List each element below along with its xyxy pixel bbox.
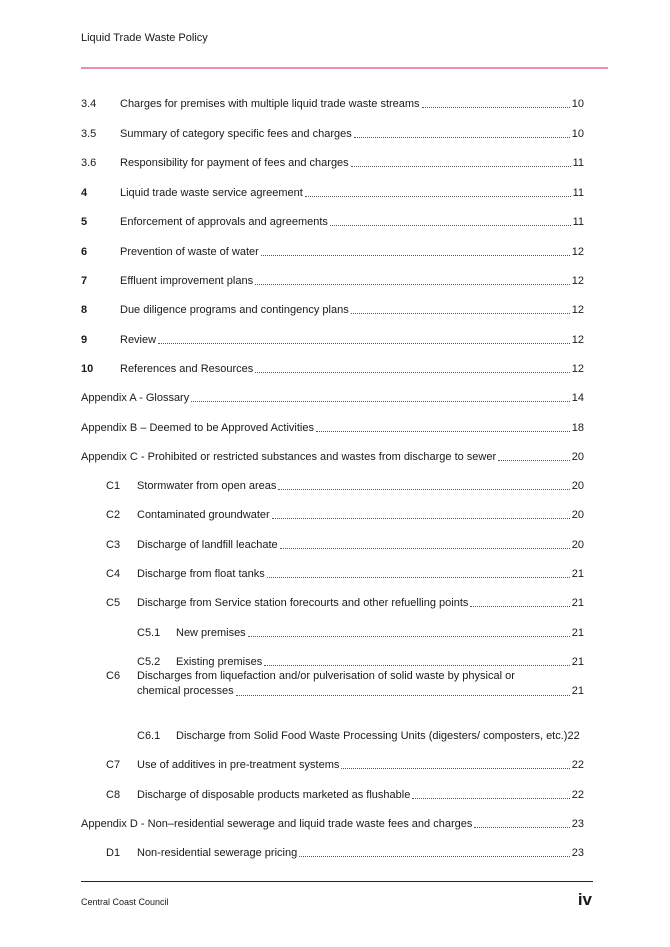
toc-entry[interactable] <box>81 362 584 376</box>
toc-entry[interactable] <box>137 626 584 640</box>
toc-entry[interactable] <box>81 215 584 229</box>
toc-entry-page: 12 <box>571 334 584 346</box>
toc-entry-number: C5.2 <box>137 656 161 668</box>
toc-entry-label: Discharge of disposable products marketed as flushable <box>137 789 411 801</box>
toc-entry-number: C5 <box>106 597 121 609</box>
toc-entry-label: Prevention of waste of water <box>120 246 259 258</box>
toc-entry-label: Liquid trade waste service agreement <box>120 187 303 199</box>
toc-dot-leader <box>474 827 569 828</box>
toc-entry-number: 4 <box>81 187 88 199</box>
toc-entry-number: C3 <box>106 539 121 551</box>
toc-entry[interactable] <box>106 596 584 610</box>
toc-entry-page: 22 <box>571 789 584 801</box>
toc-entry-page: 10 <box>571 98 584 110</box>
toc-entry-number: 8 <box>81 304 88 316</box>
toc-entry-page: 23 <box>571 847 584 859</box>
toc-dot-leader <box>236 695 570 696</box>
page-header-title: Liquid Trade Waste Policy <box>81 32 208 44</box>
toc-entry-label: Effluent improvement plans <box>120 275 254 287</box>
toc-dot-leader <box>354 137 570 138</box>
toc-entry-page: 22 <box>571 759 584 771</box>
toc-dot-leader <box>158 343 570 344</box>
toc-entry[interactable] <box>81 391 584 405</box>
toc-dot-leader <box>191 401 570 402</box>
toc-entry-label: Non-residential sewerage pricing <box>137 847 298 859</box>
toc-dot-leader <box>255 372 569 373</box>
footer-rule <box>81 881 593 882</box>
toc-dot-leader <box>299 856 570 857</box>
toc-entry-page: 20 <box>571 480 584 492</box>
toc-entry-label: Charges for premises with multiple liquid trade waste streams <box>120 98 420 110</box>
toc-entry-label: Discharge from Solid Food Waste Processing Units (digesters/ composters, etc.) <box>176 730 568 742</box>
toc-entry[interactable] <box>106 479 584 493</box>
toc-entry-label: Contaminated groundwater <box>137 509 270 521</box>
footer-page-number: iv <box>577 890 592 909</box>
toc-dot-leader <box>351 166 571 167</box>
toc-entry-page: 21 <box>571 568 584 580</box>
toc-dot-leader <box>330 225 571 226</box>
toc-entry-number: C7 <box>106 759 121 771</box>
toc-dot-leader <box>261 255 570 256</box>
toc-entry-label: Enforcement of approvals and agreements <box>120 216 328 228</box>
toc-entry-number: C1 <box>106 480 121 492</box>
toc-entry[interactable] <box>81 97 584 111</box>
toc-entry-label: Use of additives in pre-treatment systems <box>137 759 340 771</box>
toc-entry-label: Discharge from Service station forecourts and other refuelling points <box>137 597 469 609</box>
toc-dot-leader <box>255 284 570 285</box>
toc-entry[interactable] <box>81 333 584 347</box>
toc-entry-number: D1 <box>106 847 121 859</box>
toc-dot-leader <box>341 768 569 769</box>
toc-entry[interactable] <box>81 421 584 435</box>
toc-entry-page: 21 <box>571 627 584 639</box>
toc-entry-label: Appendix B – Deemed to be Approved Activities <box>81 422 314 434</box>
toc-dot-leader <box>305 196 571 197</box>
toc-entry[interactable] <box>81 450 584 464</box>
toc-entry-page: 11 <box>572 216 584 228</box>
toc-entry[interactable] <box>81 245 584 259</box>
toc-entry-number: C2 <box>106 509 121 521</box>
toc-dot-leader <box>272 518 570 519</box>
toc-entry[interactable] <box>137 729 592 743</box>
toc-dot-leader <box>412 798 569 799</box>
toc-entry-number: 7 <box>81 275 88 287</box>
toc-entry-label: Discharge of landfill leachate <box>137 539 278 551</box>
toc-entry-number: 9 <box>81 334 88 346</box>
toc-dot-leader <box>422 107 570 108</box>
toc-entry[interactable] <box>81 303 584 317</box>
toc-entry[interactable] <box>81 156 584 170</box>
toc-entry-label: Appendix A - Glossary <box>81 392 190 404</box>
toc-entry-number: C6.1 <box>137 730 161 742</box>
toc-entry[interactable] <box>106 758 584 772</box>
toc-entry-page: 20 <box>571 539 584 551</box>
toc-entry-number: 5 <box>81 216 88 228</box>
toc-entry-label: Existing premises <box>176 656 263 668</box>
toc-entry[interactable] <box>106 567 584 581</box>
toc-dot-leader <box>280 548 570 549</box>
toc-entry-page: 22 <box>567 730 580 742</box>
toc-entry-page: 21 <box>571 597 584 609</box>
toc-entry-number: 3.4 <box>81 98 97 110</box>
toc-dot-leader <box>351 313 570 314</box>
toc-entry-page: 11 <box>572 187 584 199</box>
toc-entry[interactable] <box>106 538 584 552</box>
toc-entry-number: C6 <box>106 670 121 682</box>
toc-entry-page: 10 <box>571 128 584 140</box>
toc-entry-label-line: chemical processes <box>137 685 234 697</box>
toc-entry-page: 21 <box>571 656 584 668</box>
toc-dot-leader <box>267 577 570 578</box>
toc-entry-label: Responsibility for payment of fees and charges <box>120 157 349 169</box>
toc-entry-label: Due diligence programs and contingency plans <box>120 304 349 316</box>
toc-entry-label-line: Discharges from liquefaction and/or pulverisation of solid waste by physical or <box>137 670 515 682</box>
toc-entry-page: 20 <box>571 451 584 463</box>
toc-entry-number: C5.1 <box>137 627 161 639</box>
toc-entry-page: 11 <box>572 157 584 169</box>
toc-entry-label: New premises <box>176 627 246 639</box>
toc-dot-leader <box>498 460 570 461</box>
toc-dot-leader <box>248 636 570 637</box>
toc-entry[interactable] <box>106 846 584 860</box>
toc-entry-page: 12 <box>571 246 584 258</box>
toc-entry-label: Review <box>120 334 157 346</box>
toc-dot-leader <box>278 489 569 490</box>
toc-entry-label: Stormwater from open areas <box>137 480 277 492</box>
toc-entry-label: References and Resources <box>120 363 254 375</box>
toc-entry[interactable] <box>81 817 584 831</box>
toc-entry-number: C4 <box>106 568 121 580</box>
toc-entry[interactable] <box>137 655 584 669</box>
toc-entry-page: 21 <box>571 685 584 697</box>
toc-entry[interactable] <box>81 274 584 288</box>
toc-entry[interactable] <box>106 669 584 699</box>
toc-entry[interactable] <box>81 186 584 200</box>
toc-entry-number: 3.5 <box>81 128 97 140</box>
toc-entry[interactable] <box>106 788 584 802</box>
toc-entry-number: 10 <box>81 363 94 375</box>
toc-entry-page: 14 <box>571 392 584 404</box>
toc-entry-page: 23 <box>571 818 584 830</box>
toc-entry-label: Appendix D - Non–residential sewerage and liquid trade waste fees and charges <box>81 818 473 830</box>
toc-entry-number: C8 <box>106 789 121 801</box>
toc-entry-page: 12 <box>571 304 584 316</box>
toc-dot-leader <box>470 606 569 607</box>
toc-entry-page: 20 <box>571 509 584 521</box>
toc-dot-leader <box>264 665 570 666</box>
footer-organisation: Central Coast Council <box>81 897 169 907</box>
toc-entry-page: 12 <box>571 363 584 375</box>
toc-entry[interactable] <box>81 127 584 141</box>
toc-entry-page: 18 <box>571 422 584 434</box>
toc-entry-label: Discharge from float tanks <box>137 568 265 580</box>
toc-entry-label: Appendix C - Prohibited or restricted substances and wastes from discharge to sewer <box>81 451 497 463</box>
toc-entry-page: 12 <box>571 275 584 287</box>
toc-entry-label: Summary of category specific fees and charges <box>120 128 352 140</box>
toc-dot-leader <box>316 431 570 432</box>
toc-entry[interactable] <box>106 508 584 522</box>
toc-entry-number: 6 <box>81 246 88 258</box>
toc-entry-number: 3.6 <box>81 157 97 169</box>
